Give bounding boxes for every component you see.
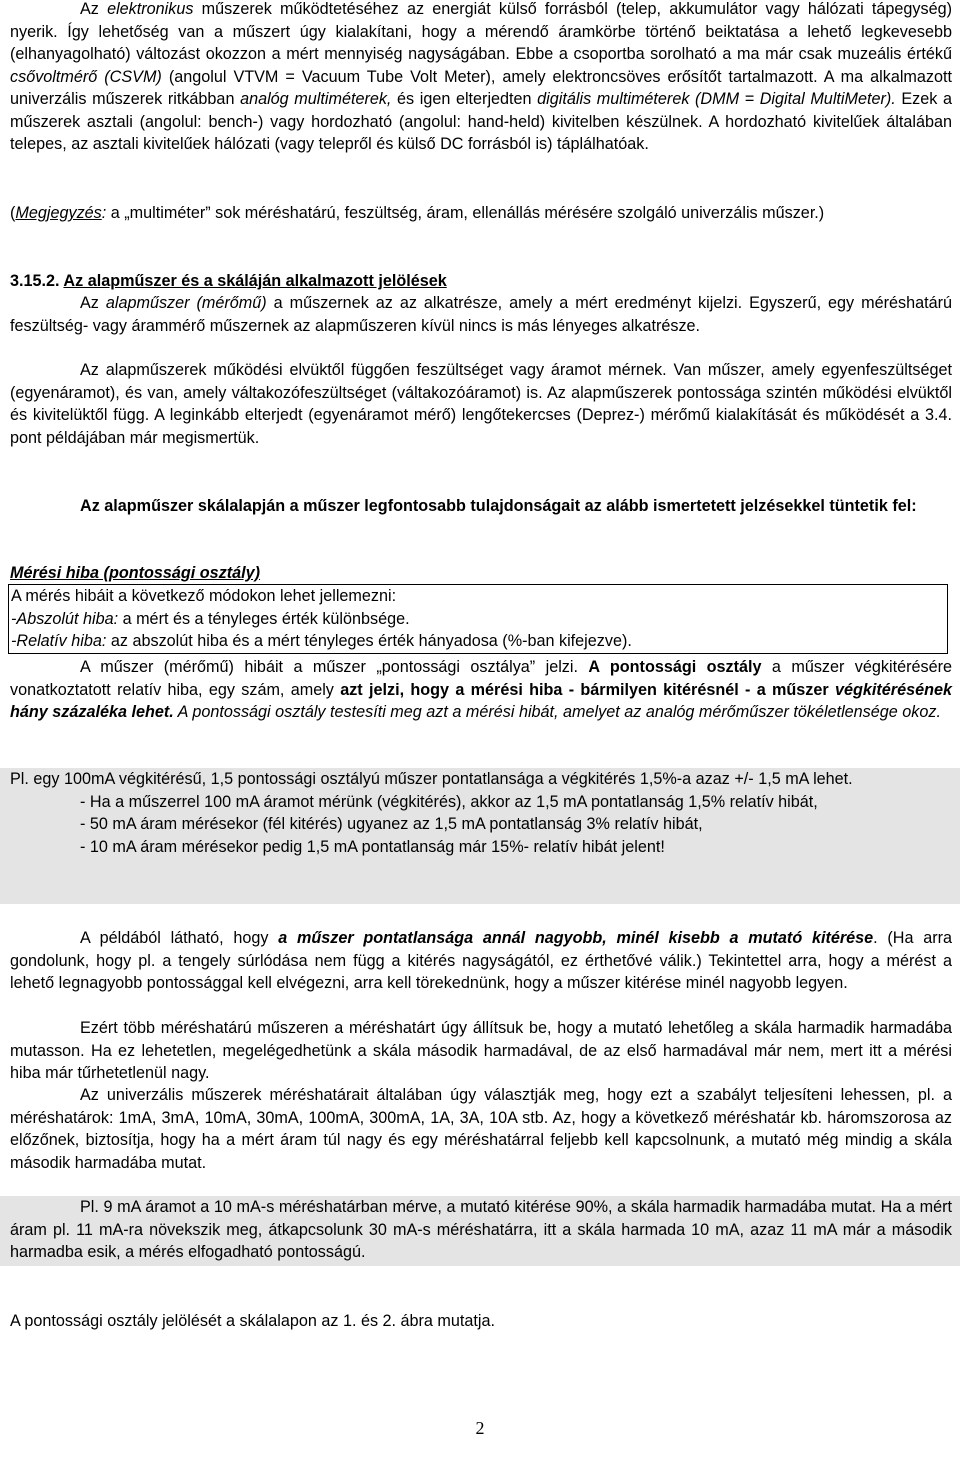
example-block-2 bbox=[0, 1196, 960, 1266]
example1-line1: Pl. egy 100mA végkitérésű, 1,5 pontossági osztályú műszer pontatlansága a végkitérés 1,5%-a azaz +/- 1,5 mA lehet. bbox=[10, 770, 853, 788]
example1-line2: - Ha a műszerrel 100 mA áramot mérünk (végkitérés), akkor az 1,5 mA pontatlanság 1,5% relatív hibát, bbox=[80, 792, 818, 811]
intro-paragraph: Az elektronikus műszerek működtetéséhez az energiát külső forrásból (telep, akkumulátor vagy hálózati tápegység) nyerik. Így lehetőség van a műszert úgy kialakítani, hogy a mérendő áramkörbe történő beiktatása a lehető legkevesebb (elhanyagolható) változást okozzon a mért mennyiség nagyságában. Ebbe a csoportba sorolható a ma már csak muzeális értékű csővoltmérő (CSVM) (angolul VTVM = Vacuum Tube Volt Meter), amely elektroncsöves erősítőt tartalmazott. A ma alkalmazott univerzális műszerek ritkábban analóg multiméterek, és igen elterjedten digitális multiméterek (DMM = Digital MultiMeter). Ezek a műszerek asztali (angolul: bench-) vagy hordozható (angolul: hand-held) kivitelben készülnek. A hordozható kivitelűek általában telepes, az asztali kivitelűek hálózati (vagy telepről és külső DC forrásból is) táplálhatóak. bbox=[10, 0, 952, 153]
measurement-ranges-paragraph: Az univerzális műszerek méréshatárait általában úgy választják meg, hogy ezt a szabályt teljesíteni lehessen, pl. a méréshatárok: 1mA, 3mA, 10mA, 30mA, 100mA, 300mA, 1A, 3A, 10A stb. Az, hogy a következő méréshatár kb. háromszorosa az előzőnek, biztosítja, hogy ha a mért áram túl nagy és egy méréshatárral feljebb kell kapcsolnunk, a mutató még mindig a skála második harmadába mutat. bbox=[10, 1086, 952, 1172]
example-block-1 bbox=[0, 768, 960, 904]
box-line-relative: -Relatív hiba: az abszolút hiba és a mért tényleges érték hányadosa (%-ban kifejezve). bbox=[11, 632, 632, 650]
accuracy-class-paragraph: A műszer (mérőmű) hibáit a műszer „pontossági osztálya” jelzi. A pontossági osztály a műszer végkitérésére vonatkoztatott relatív hiba, egy szám, amely azt jelzi, hogy a mérési hiba - bármilyen kitérésnél - a műszer végkitérésének hány százaléka lehet. A pontossági osztály testesíti meg azt a mérési hibát, amelyet az analóg mérőműszer tökéletlensége okoz. bbox=[10, 658, 952, 721]
example1-line3: - 50 mA áram mérésekor (fél kitérés) ugyanez az 1,5 mA pontatlanság 3% relatív hibát, bbox=[80, 815, 703, 833]
range-setting-paragraph: Ezért több méréshatárú műszeren a méréshatárt úgy állítsuk be, hogy a mutató lehetőleg a skála harmadik harmadába mutasson. Ha ez lehetetlen, megelégedhetünk a skála második harmadával, de az első harmadával már nem, mert itt a mérési hiba már tűrhetetlenül nagy. bbox=[10, 1019, 952, 1082]
figure-reference-paragraph: A pontossági osztály jelölését a skálalapon az 1. és 2. ábra mutatja. bbox=[10, 1312, 496, 1330]
example2-text: Pl. 9 mA áramot a 10 mA-s méréshatárban mérve, a mutató kitérése 90%, a skála harmadik harmadába mutat. Ha a mért áram pl. 11 mA-ra növekszik meg, átkapcsolunk 30 mA-s méréshatárra, itt a skála harmada 10 mA, azaz 11 mA már a második harmadba esik, a mérés elfogadható pontosságú. bbox=[10, 1198, 952, 1261]
box-line-intro: A mérés hibáit a következő módokon lehet jellemezni: bbox=[11, 587, 397, 605]
box-line-absolute: -Abszolút hiba: a mért és a tényleges érték különbsége. bbox=[11, 609, 410, 628]
section-heading: 3.15.2. Az alapműszer és a skáláján alkalmazott jelölések bbox=[10, 272, 447, 290]
basic-instrument-paragraph: Az alapműszer (mérőmű) a műszernek az az alkatrésze, amely a mért eredményt kijelzi. Egyszerű, egy méréshatárú feszültség- vagy árammérő műszernek az alapműszeren kívül nincs is más lényeges alkatrésze. bbox=[10, 294, 952, 335]
example-conclusion-paragraph: A példából látható, hogy a műszer pontatlansága annál nagyobb, minél kisebb a mutató kitérése. (Ha arra gondolunk, hogy pl. a tengely súrlódása nem függ a kitérés nagyságától, ez érthetővé válik.) Tekintettel arra, hogy a mérést a lehető legnagyobb pontossággal kell elvégezni, arra kell törekednünk, hogy a műszer kitérése minél nagyobb legyen. bbox=[10, 929, 952, 992]
example1-line4: - 10 mA áram mérésekor pedig 1,5 mA pontatlanság már 15%- relatív hibát jelent! bbox=[80, 837, 665, 856]
page-number: 2 bbox=[475, 1418, 485, 1438]
error-subheading: Mérési hiba (pontossági osztály) bbox=[10, 564, 261, 582]
scale-marking-heading: Az alapműszer skálalapján a műszer legfontosabb tulajdonságait az alább ismertetett jelzésekkel tüntetik fel: bbox=[80, 497, 917, 515]
note-paragraph: (Megjegyzés: a „multiméter” sok méréshatárú, feszültség, áram, ellenállás mérésére szolgáló univerzális műszer.) bbox=[10, 204, 825, 222]
error-definition-box bbox=[8, 584, 948, 654]
operating-principle-paragraph: Az alapműszerek működési elvüktől függően feszültséget vagy áramot mérnek. Van műszer, amely egyenfeszültséget (egyenáramot), és van, amely váltakozófeszültséget (váltakozóáramot) is. Az alapműszerek pontossága szintén működési elvüktől és kivitelüktől függ. A leginkább elterjedt (egyenáramot mérő) lengőtekercses (Deprez-) mérőmű kialakítását és működését a 3.4. pont példájában már megismertük. bbox=[10, 361, 952, 447]
